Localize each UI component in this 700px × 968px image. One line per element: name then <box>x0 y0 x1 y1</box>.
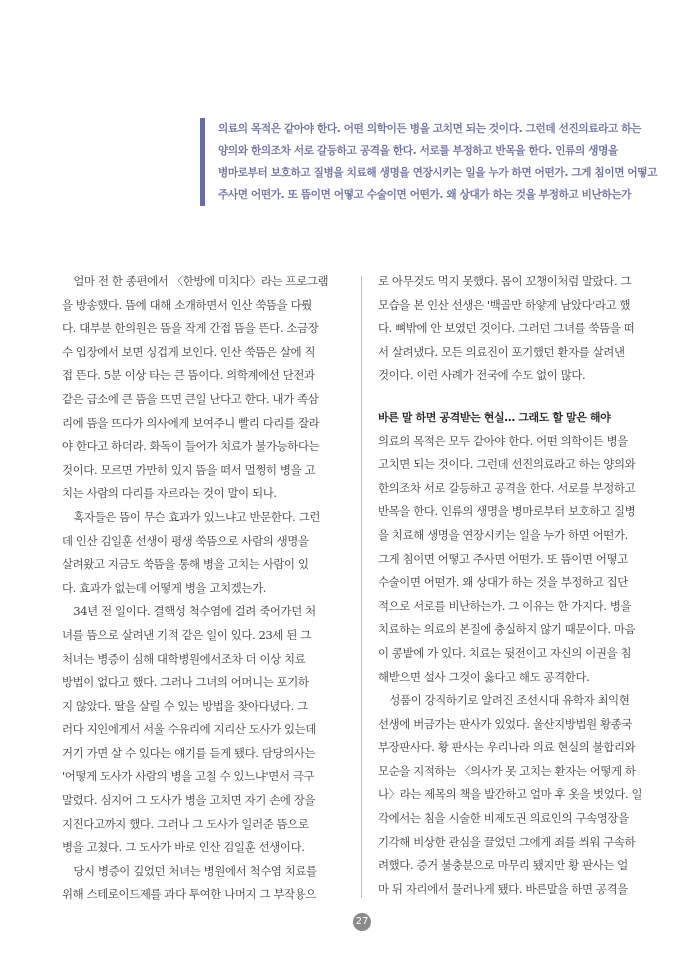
pull-quote-line: 주사면 어떤가. 또 뜸이면 어떻고 수술이면 어떤가. 왜 상대가 하는 것을 부정하고 비난하는가 <box>218 189 632 201</box>
body-text-line: 기각해 비상한 관심을 끌었던 그에게 죄를 씌워 구속하 <box>378 834 636 849</box>
body-text-line: 것이다. 모르면 가만히 있지 뜸을 떠서 멀쩡히 병을 고 <box>62 462 316 477</box>
body-text-line: 다. 대부분 한의원은 뜸을 작게 간접 뜸을 뜬다. 소금장 <box>62 321 319 336</box>
body-text-line: 녀를 뜸으로 살려낸 기적 같은 일이 있다. 23세 된 그 <box>62 627 311 642</box>
body-text-line: 병을 고쳤다. 그 도사가 바로 인산 김일훈 선생이다. <box>62 840 305 855</box>
body-text-line: 다. 뼈밖에 안 보였던 것이다. 그러던 그녀를 쑥뜸을 떠 <box>378 321 635 336</box>
body-text-line: 서 살려냈다. 모든 의료진이 포기했던 환자를 살려낸 <box>378 344 625 359</box>
body-text-line: 거기 가면 살 수 있다는 얘기를 듣게 됐다. 담당의사는 <box>62 745 316 760</box>
body-text-line: 얼마 전 한 종편에서 〈한방에 미치다〉라는 프로그램 <box>73 274 329 288</box>
body-text-line: 고치면 되는 것이다. 그런데 선진의료라고 하는 양의와 <box>378 457 636 472</box>
body-text-line: 처녀는 병증이 심해 대학병원에서조차 더 이상 치료 <box>62 651 306 666</box>
body-text-line: 을 방송했다. 뜸에 대해 소개하면서 인산 쑥뜸을 다뤘 <box>62 297 312 312</box>
body-text-line: 다. 효과가 없는데 어떻게 병을 고치겠는가. <box>62 580 267 595</box>
section-subheading: 바른 말 하면 공격받는 현실… 그래도 할 말은 해야 <box>378 410 611 424</box>
body-text-line: 치료하는 의료의 본질에 충실하지 않기 때문이다. 마음 <box>378 622 636 637</box>
left-column <box>62 270 344 907</box>
body-text-line: 한의조차 서로 갈등하고 공격을 한다. 서로를 부정하고 <box>378 480 636 495</box>
body-text-line: 을 치료해 생명을 연장시키는 일을 누가 하면 어떤가. <box>378 527 628 542</box>
body-text-line: 지 않았다. 딸을 살릴 수 있는 방법을 찾아다녔다. 그 <box>62 698 308 713</box>
body-text-line: 각에서는 침을 시술한 비제도권 의료인의 구속영장을 <box>378 811 629 826</box>
body-text-line: 당시 병증이 깊었던 처녀는 병원에서 척수염 치료를 <box>73 863 317 878</box>
body-text-line: 위해 스테로이드제를 과다 투여한 나머지 그 부작용으 <box>62 887 316 902</box>
body-text-line: 리에 뜸을 뜨다가 의사에게 보여주니 빨리 다리를 잘라 <box>62 415 320 430</box>
body-text-line: 지진다고까지 했다. 그러나 그 도사가 일러준 뜸으로 <box>62 816 309 831</box>
body-text-line: 부장판사다. 황 판사는 우리나라 의료 현실의 불합리와 <box>378 740 636 755</box>
column-divider <box>361 276 362 898</box>
pull-quote-line: 병마로부터 보호하고 질병을 치료해 생명을 연장시키는 일을 누가 하면 어떤가. 그게 침이면 어떻고 <box>218 167 658 179</box>
body-text-line: 의료의 목적은 모두 같아야 한다. 어떤 의학이든 병을 <box>378 433 628 448</box>
body-text-line: 수술이면 어떤가. 왜 상대가 하는 것을 부정하고 집단 <box>378 575 628 590</box>
body-text-line: 말렸다. 심지어 그 도사가 병을 고치면 자기 손에 장을 <box>62 793 316 808</box>
body-text-line: 같은 급소에 큰 뜸을 뜨면 큰일 난다고 한다. 내가 족삼 <box>62 391 319 406</box>
body-text-line: 혹자들은 뜸이 무슨 효과가 있느냐고 반문한다. 그런 <box>73 509 321 524</box>
body-text-line: 그게 침이면 어떻고 주사면 어떤가. 또 뜸이면 어떻고 <box>378 551 628 566</box>
body-text-line: 려했다. 증거 불충분으로 마무리 됐지만 황 판사는 얼 <box>378 858 628 873</box>
body-text-line: 성품이 강직하기로 알려진 조선시대 유학자 최익현 <box>389 693 630 708</box>
page-number: 27 <box>353 913 371 931</box>
right-column-top <box>378 270 650 388</box>
body-text-line: 것이다. 이런 사례가 전국에 수도 없이 많다. <box>378 368 586 383</box>
body-text-line: 야 한다고 하더라. 화독이 들어가 치료가 불가능하다는 <box>62 439 320 454</box>
body-text-line: '어떻게 도사가 사람의 병을 고칠 수 있느냐'면서 극구 <box>62 769 315 784</box>
pull-quote-line: 의료의 목적은 같아야 한다. 어떤 의학이든 병을 고치면 되는 것이다. 그런데 선진의료라고 하는 <box>218 123 641 135</box>
body-text-line: 해받으면 설사 그것이 옳다고 해도 공격한다. <box>378 669 590 684</box>
body-text-line: 모순을 지적하는 〈의사가 못 고치는 환자는 어떻게 하 <box>378 763 636 778</box>
section-spacer <box>378 388 650 406</box>
body-text-line: 러다 지인에게서 서울 수유리에 지리산 도사가 있는데 <box>62 722 316 737</box>
body-text-line: 나〉라는 제목의 책을 발간하고 얼마 후 옷을 벗었다. 일 <box>378 787 643 802</box>
body-text-line: 반목을 한다. 인류의 생명을 병마로부터 보호하고 질병 <box>378 504 636 519</box>
body-text-line: 모습을 본 인산 선생은 '백골만 하얗게 남았다'라고 했 <box>378 297 631 312</box>
body-text-line: 접 뜬다. 5분 이상 타는 큰 뜸이다. 의학계에선 단전과 <box>62 368 315 383</box>
pull-quote-line: 양의와 한의조차 서로 갈등하고 공격을 한다. 서로를 부정하고 반목을 한다. 인류의 생명을 <box>218 145 618 157</box>
body-text-line: 마 뒤 자리에서 물러나게 됐다. 바른말을 하면 공격을 <box>378 881 628 896</box>
right-column-bottom <box>378 430 650 902</box>
body-text-line: 살려왔고 지금도 쑥뜸을 통해 병을 고치는 사람이 있 <box>62 557 309 572</box>
body-text-line: 방법이 없다고 했다. 그러나 그녀의 어머니는 포기하 <box>62 675 309 690</box>
body-text-line: 34년 전 일이다. 결핵성 척수염에 걸려 죽어가던 처 <box>73 604 316 619</box>
right-column <box>378 270 650 901</box>
body-text-line: 치는 사람의 다리를 자르라는 것이 말이 되나. <box>62 486 277 501</box>
body-text-line: 로 아무것도 먹지 못했다. 몸이 꼬챙이처럼 말랐다. 그 <box>378 274 632 288</box>
body-text-line: 선생에 버금가는 판사가 있었다. 울산지방법원 황종국 <box>378 716 632 731</box>
body-text-line: 적으로 서로를 비난하는가. 그 이유는 한 가지다. 병을 <box>378 598 632 613</box>
body-text-line: 수 입장에서 보면 싱겁게 보인다. 인산 쑥뜸은 살에 직 <box>62 344 316 359</box>
body-text-line: 데 인산 김일훈 선생이 평생 쑥뜸으로 사람의 생명을 <box>62 533 309 548</box>
body-text-line: 이 콩밭에 가 있다. 치료는 뒷전이고 자신의 이권을 침 <box>378 645 632 660</box>
pull-quote <box>200 118 670 206</box>
